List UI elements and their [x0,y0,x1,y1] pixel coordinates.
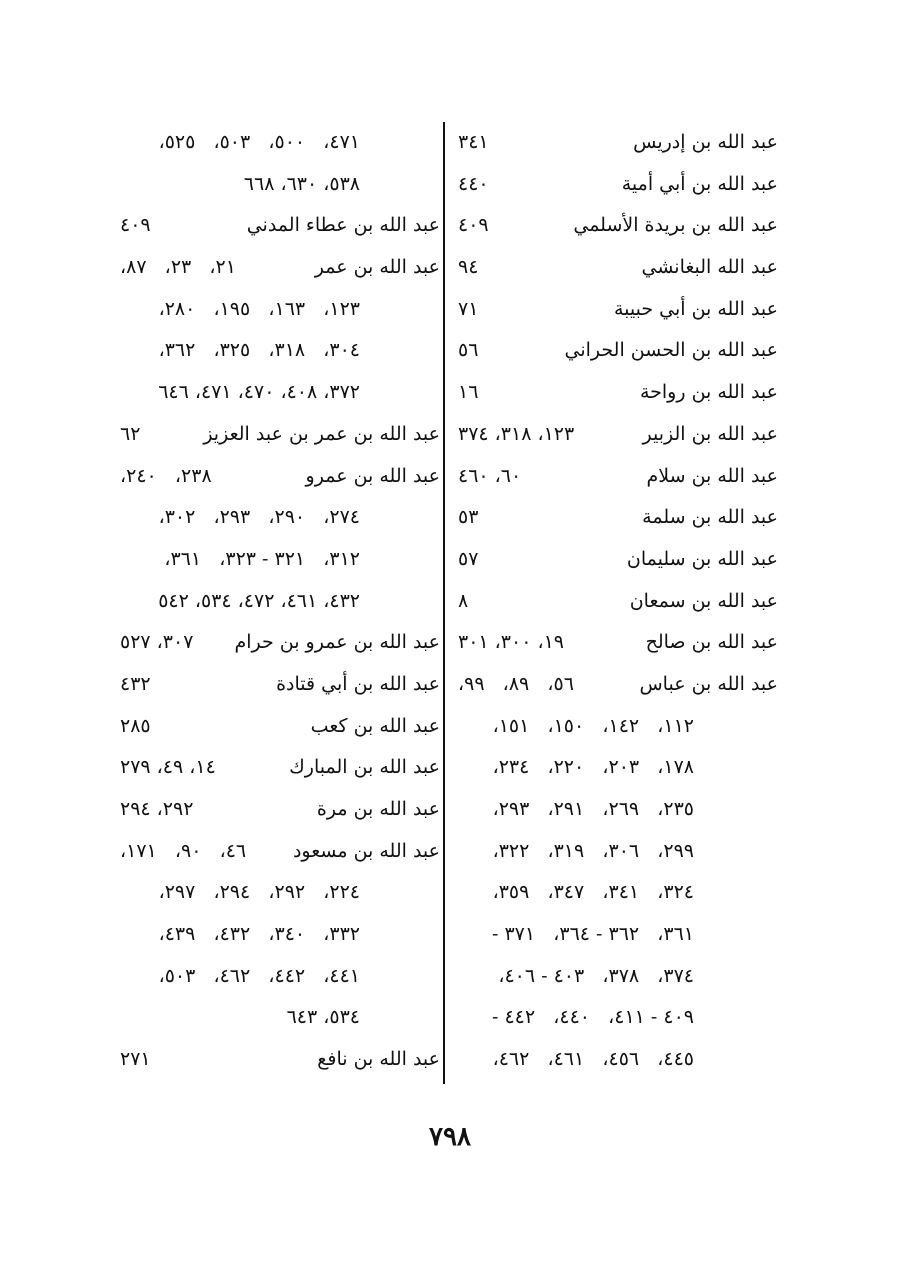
index-entry [110,997,440,1039]
index-entry [448,164,778,206]
index-entry [110,1039,440,1081]
entry-pages: ٣٠٤، ٣١٨، ٣٢٥، ٣٦٢، [158,339,360,362]
index-entry [110,205,440,247]
entry-pages: ٢٩٢، ٢٩٤ [120,798,194,820]
index-entry [448,831,778,873]
entry-name: عبد الله بن صالح [645,631,778,654]
entry-pages: ٣٦١، ٣٦٢ - ٣٦٤، ٣٧١ - [492,923,694,946]
entry-name: عبد الله بن عمر [314,256,440,279]
entry-name: عبد الله بن رواحة [639,381,778,404]
entry-name: عبد الله بن عمرو [305,464,440,487]
entry-name: عبد الله بن إدريس [633,131,778,153]
index-entry [110,622,440,664]
entry-pages: ٢٣٨، ٢٤٠، [120,464,212,487]
index-entry [448,664,778,706]
entry-name: عبد الله بن عمر بن عبد العزيز [203,422,440,445]
index-entry [110,831,440,873]
entry-pages: ٦٠، ٤٦٠ [458,464,522,487]
index-entry [110,289,440,331]
index-entry [110,664,440,706]
entry-name: عبد الله بن عباس [639,672,778,695]
index-entry [110,414,440,456]
entry-name: عبد الله بن الزبير [642,422,778,445]
index-entry [110,456,440,498]
index-entry [110,914,440,956]
entry-pages: ٣٤١ [458,131,489,153]
entry-pages: ٧١ [458,297,479,320]
entry-pages: ٥٣ [458,506,479,529]
index-entry [448,581,778,623]
entry-name: عبد الله بن أبي حبيبة [613,297,778,320]
index-entry [448,956,778,998]
entry-pages: ١٤، ٤٩، ٢٧٩ [120,756,216,779]
entry-pages: ٤٦، ٩٠، ١٧١، [120,839,247,862]
entry-pages: ٣٠٧، ٥٢٧ [120,631,194,654]
index-entry [110,747,440,789]
entry-pages: ١١٢، ١٤٢، ١٥٠، ١٥١، [492,714,694,737]
index-entry [448,372,778,414]
entry-pages: ٥٣٨، ٦٣٠، ٦٦٨ [243,172,360,195]
entry-name: عبد الله بن المبارك [289,756,440,779]
entry-name: عبد الله بن عطاء المدني [246,214,440,237]
entry-pages: ١٧٨، ٢٠٣، ٢٢٠، ٢٣٤، [492,756,694,779]
index-entry [110,956,440,998]
index-entry [110,539,440,581]
index-entry [110,872,440,914]
entry-pages: ٢٨٥ [120,714,151,737]
index-entry [448,997,778,1039]
entry-pages: ٤٣٢، ٤٦١، ٤٧٢، ٥٣٤، ٥٤٢ [158,589,360,612]
entry-pages: ٥٦ [458,339,479,362]
index-entry [448,414,778,456]
entry-pages: ٦٢ [120,422,141,445]
index-entry [448,1039,778,1081]
entry-name: عبد الله بن أبي قتادة [276,672,440,695]
entry-name: عبد الله بن سمعان [629,589,778,612]
entry-pages: ٢٧١ [120,1048,151,1071]
entry-pages: ٣٣٢، ٣٤٠، ٤٣٢، ٤٣٩، [158,923,360,946]
page-number: ٧٩٨ [429,1122,471,1152]
entry-pages: ٢٩٩، ٣٠٦، ٣١٩، ٣٢٢، [492,839,694,862]
index-entry [448,539,778,581]
entry-pages: ٢٢٤، ٢٩٢، ٢٩٤، ٢٩٧، [158,881,360,904]
entry-pages: ٤٠٩ - ٤١١، ٤٤٠، ٤٤٢ - [492,1006,694,1029]
index-entry [110,372,440,414]
index-entry [448,289,778,331]
entry-pages: ٣٢٤، ٣٤١، ٣٤٧، ٣٥٩، [492,881,694,904]
index-entry [448,247,778,289]
entry-name: عبد الله بن مرة [316,798,440,820]
index-entry [448,122,778,164]
index-entry [448,456,778,498]
entry-pages: ٩٤ [458,256,479,279]
index-entry [448,205,778,247]
index-column-right [448,122,778,1081]
entry-name: عبد الله بن عمرو بن حرام [234,631,440,654]
entry-name: عبد الله بن نافع [317,1048,440,1071]
entry-pages: ٥٣٤، ٦٤٣ [286,1006,360,1029]
index-entry [448,706,778,748]
entry-pages: ٢٧٤، ٢٩٠، ٢٩٣، ٣٠٢، [158,506,360,529]
entry-name: عبد الله بن سلمة [642,506,778,529]
entry-pages: ٤٣٢ [120,672,151,695]
entry-name: عبد الله بن أبي أمية [621,172,778,195]
entry-pages: ٤٧١، ٥٠٠، ٥٠٣، ٥٢٥، [158,131,360,153]
index-entry [448,747,778,789]
entry-pages: ٣٧٤، ٣٧٨، ٤٠٣ - ٤٠٦، [498,964,694,987]
column-divider [443,122,445,1084]
index-entry [448,914,778,956]
index-entry [110,497,440,539]
index-entry [110,247,440,289]
entry-name: عبد الله بن مسعود [292,839,440,862]
entry-name: عبد الله البغانشي [641,256,778,279]
index-entry [110,164,440,206]
index-entry [448,872,778,914]
entry-pages: ١٦ [458,381,479,404]
index-entry [110,789,440,831]
entry-pages: ٣٧٢، ٤٠٨، ٤٧٠، ٤٧١، ٦٤٦ [158,381,360,404]
index-entry [448,789,778,831]
index-entry [448,622,778,664]
index-entry [110,581,440,623]
index-entry [110,122,440,164]
entry-name: عبد الله بن الحسن الحراني [564,339,778,362]
entry-pages: ٤٤١، ٤٤٢، ٤٦٢، ٥٠٣، [158,964,360,987]
entry-pages: ٣١٢، ٣٢١ - ٣٢٣، ٣٦١، [164,547,360,570]
entry-name: عبد الله بن سلام [646,464,778,487]
entry-pages: ٥٧ [458,547,479,570]
entry-pages: ٤٤٠ [458,172,489,195]
index-entry [448,330,778,372]
entry-pages: ٢٣٥، ٢٦٩، ٢٩١، ٢٩٣، [492,798,694,820]
entry-pages: ٤٠٩ [120,214,151,237]
entry-pages: ١٢٣، ١٦٣، ١٩٥، ٢٨٠، [158,297,360,320]
entry-pages: ١٩، ٣٠٠، ٣٠١ [458,631,565,654]
entry-name: عبد الله بن سليمان [626,547,778,570]
index-entry [110,330,440,372]
entry-name: عبد الله بن كعب [310,714,440,737]
entry-pages: ٨ [458,589,469,612]
entry-pages: ٤٤٥، ٤٥٦، ٤٦١، ٤٦٢، [492,1048,694,1071]
entry-name: عبد الله بن بريدة الأسلمي [573,214,778,237]
entry-pages: ٥٦، ٨٩، ٩٩، [458,672,574,695]
index-entry [110,706,440,748]
entry-pages: ٢١، ٢٣، ٨٧، [120,256,236,279]
index-entry [448,497,778,539]
entry-pages: ٤٠٩ [458,214,489,237]
entry-pages: ١٢٣، ٣١٨، ٣٧٤ [458,422,575,445]
index-column-left [110,122,440,1081]
